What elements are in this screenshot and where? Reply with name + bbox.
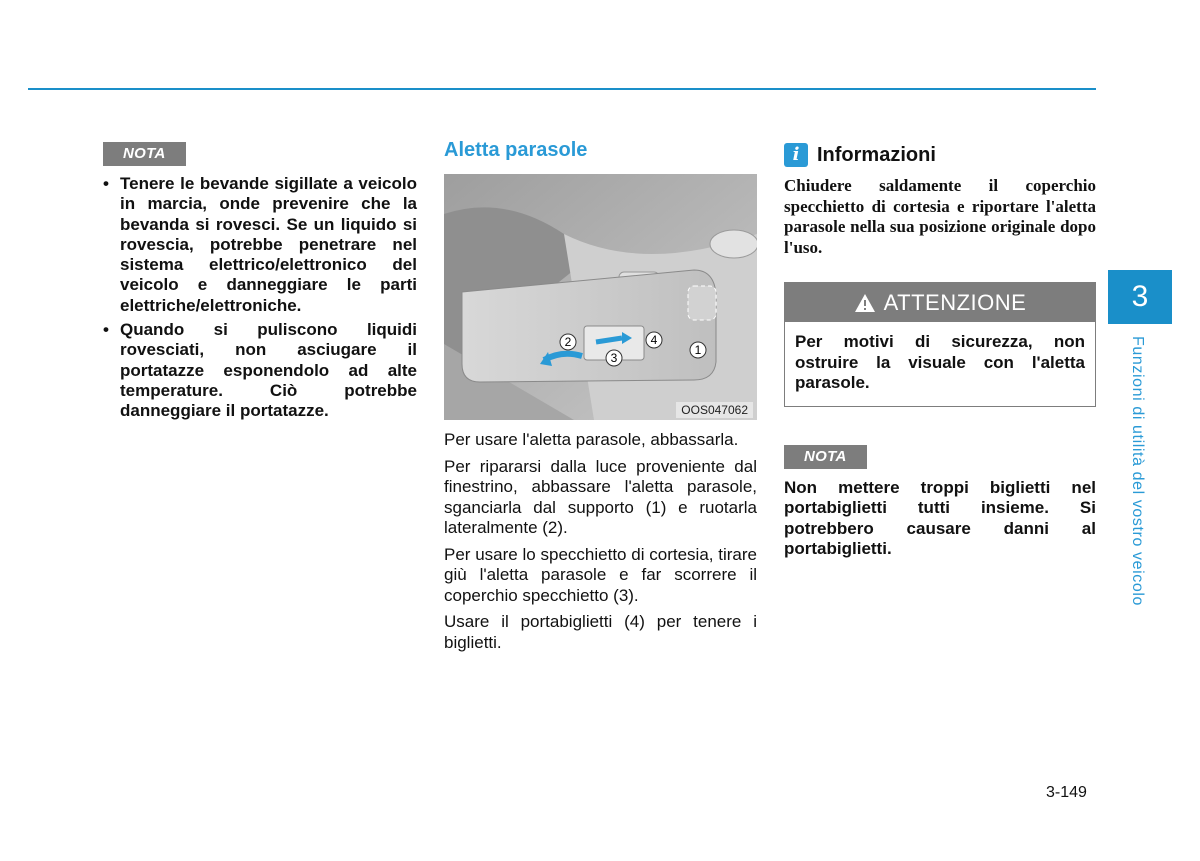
page-number: 3-149: [1046, 784, 1087, 801]
bullet-dot: •: [103, 174, 109, 193]
info-text: Chiudere saldamente il coperchio specchietto di cortesia e riportare l'aletta parasole nella sua posizione originale dopo l'uso.: [784, 176, 1096, 257]
middle-column: [444, 136, 757, 653]
bullet-dot: •: [103, 320, 109, 340]
chapter-title: Funzioni di utilità del vostro veicolo: [1129, 336, 1146, 607]
callout-3: 3: [610, 351, 618, 365]
callout-1: 1: [694, 343, 702, 357]
warning-title: ATTENZIONE: [883, 289, 1027, 315]
warning-header: [785, 283, 1095, 322]
nota-bullet-list: [103, 174, 417, 422]
sun-visor-figure: [444, 174, 757, 420]
bullet-item: [103, 320, 417, 421]
figure-code: OOS047062: [676, 402, 753, 418]
info-icon: i: [784, 143, 808, 167]
warning-text: Per motivi di sicurezza, non ostruire la visuale con l'aletta parasole.: [795, 332, 1085, 392]
nota-text: Non mettere troppi biglietti nel portabiglietti tutti insieme. Si potrebbero causare danni al portabiglietti.: [784, 477, 1096, 558]
top-rule: [28, 88, 1096, 90]
chapter-tab: 3: [1108, 270, 1172, 324]
section-title: Aletta parasole: [444, 139, 588, 161]
paragraph: Per ripararsi dalla luce proveniente dal finestrino, abbassare l'aletta parasole, sganciarla dal supporto (1) e ruotarla lateralmente (2).: [444, 456, 757, 537]
left-column: [103, 142, 417, 426]
bullet-text: Tenere le bevande sigillate a veicolo in marcia, onde prevenire che la bevanda si rovesci. Se un liquido si rovescia, potrebbe penetrare nel sistema elettrico/elettronico del veicolo e danneggiare le parti elettriche/elettroniche.: [120, 174, 417, 315]
right-column: [784, 142, 1096, 560]
warning-triangle-icon: [854, 293, 876, 313]
info-header: [784, 142, 1096, 168]
paragraph: Per usare l'aletta parasole, abbassarla.: [444, 430, 739, 449]
nota-badge: NOTA: [784, 445, 867, 469]
warning-box: [784, 282, 1096, 407]
callout-2: 2: [564, 335, 572, 349]
callout-4: 4: [650, 333, 658, 347]
paragraph: Usare il portabiglietti (4) per tenere i biglietti.: [444, 612, 757, 652]
bullet-item: [103, 174, 417, 316]
nota-section: [784, 445, 1096, 560]
info-title: Informazioni: [817, 143, 936, 166]
paragraph: Per usare lo specchietto di cortesia, tirare giù l'aletta parasole e far scorrere il coperchio specchietto (3).: [444, 544, 757, 605]
sun-visor-illustration: [444, 174, 757, 420]
bullet-text: Quando si puliscono liquidi rovesciati, non asciugare il portatazze esponendolo ad alte temperature. Ciò potrebbe danneggiare il portatazze.: [120, 320, 417, 421]
nota-badge: NOTA: [103, 142, 186, 166]
